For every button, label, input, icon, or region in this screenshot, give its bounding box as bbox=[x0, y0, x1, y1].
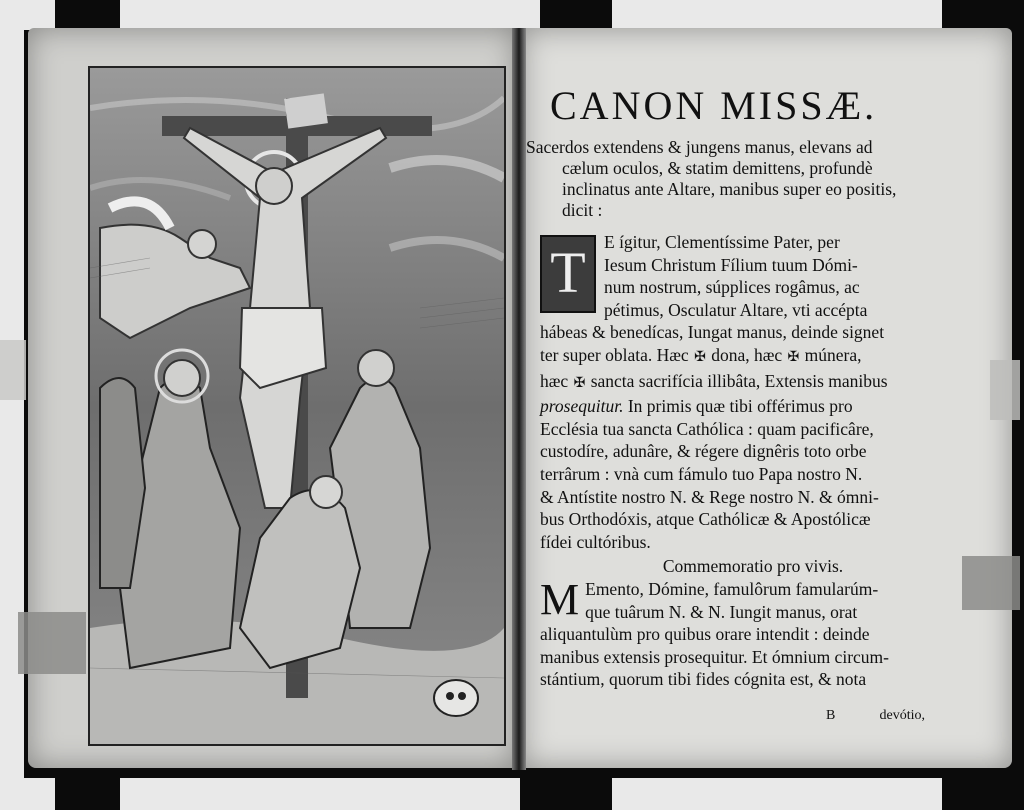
prayer-line: manibus extensis prosequitur. Et ómnium circum- bbox=[540, 646, 889, 667]
decorated-initial: T bbox=[540, 235, 596, 313]
signature-mark: B bbox=[826, 708, 836, 723]
prayer-line: & Antístite nostro N. & Rege nostro N. & ómni- bbox=[540, 486, 879, 507]
prayer-fragment: ter super oblata. Hæc bbox=[540, 344, 689, 365]
prayer-line: hábeas & benedícas, Iungat manus, deinde signet bbox=[540, 322, 885, 343]
backdrop-strip-bottom-left bbox=[0, 778, 55, 810]
backdrop-strip-top-right bbox=[612, 0, 942, 30]
backdrop-strip-bottom-right bbox=[612, 778, 942, 810]
tape-patch-left bbox=[18, 612, 86, 674]
prayer-fragment: sancta sacrifícia illibâta, Extensis manibus bbox=[590, 370, 888, 391]
prayer-fragment: múnera, bbox=[804, 344, 862, 365]
tape-patch-right bbox=[962, 556, 1020, 610]
prayer-line: aliquantulùm pro quibus orare intendit : deinde bbox=[540, 624, 870, 645]
prayer-fragment: hæc bbox=[540, 370, 569, 391]
page-footer bbox=[826, 708, 925, 724]
prayer-fragment: In primis quæ tibi offérimus pro bbox=[627, 396, 853, 417]
prayer-line: E ígitur, Clementíssime Pater, per bbox=[604, 232, 840, 252]
opening-rubric bbox=[526, 137, 966, 221]
prayer-line bbox=[540, 395, 966, 418]
prayer-line bbox=[540, 370, 966, 396]
prayer-line: stántium, quorum tibi fides cógnita est, & nota bbox=[540, 669, 867, 690]
backdrop-strip-top-mid bbox=[120, 0, 540, 30]
cross-icon: ✠ bbox=[573, 375, 586, 391]
catchword: devótio, bbox=[879, 708, 925, 723]
backdrop-strip-bottom-mid bbox=[120, 778, 520, 810]
tape-patch-edge bbox=[990, 360, 1020, 420]
prayer-line: fídei cultóribus. bbox=[540, 531, 651, 552]
prayer-line: bus Orthodóxis, atque Cathólicæ & Apostólicæ bbox=[540, 509, 871, 530]
backdrop-strip-top bbox=[0, 0, 55, 30]
crucifixion-illustration bbox=[90, 68, 504, 744]
section-heading: Commemoratio pro vivis. bbox=[662, 556, 844, 577]
prayer-line: Ecclésia tua sancta Cathólica : quam pacificâre, bbox=[540, 418, 874, 439]
page-title: CANON MISSÆ. bbox=[550, 83, 878, 128]
prayer-fragment: prosequitur. bbox=[540, 396, 624, 417]
prayer-line: Emento, Dómine, famulôrum famularúm- bbox=[585, 578, 879, 599]
initial-letter: M bbox=[540, 574, 580, 624]
prayer-line: que tuârum N. & N. Iungit manus, orat bbox=[585, 601, 858, 622]
crucifixion-engraving bbox=[88, 66, 506, 746]
canon-text bbox=[526, 62, 966, 691]
rubric-line: cælum oculos, & statim demittens, profundè bbox=[562, 158, 873, 178]
prayer-fragment: dona, hæc bbox=[711, 344, 783, 365]
cross-icon: ✠ bbox=[787, 349, 800, 365]
cross-icon: ✠ bbox=[694, 349, 706, 365]
te-igitur-prayer bbox=[540, 231, 966, 691]
prayer-line bbox=[540, 344, 966, 370]
book-gutter bbox=[512, 28, 526, 770]
rubric-line: inclinatus ante Altare, manibus super eo positis, bbox=[562, 179, 897, 199]
prayer-line: custodíre, adunâre, & régere dignêris toto orbe bbox=[540, 441, 867, 462]
prayer-line: pétimus, Osculatur Altare, vti accépta bbox=[604, 299, 868, 320]
prayer-line: terrârum : vnà cum fámulo tuo Papa nostro N. bbox=[540, 463, 863, 484]
rubric-line: dicit : bbox=[562, 200, 603, 220]
prayer-line: Iesum Christum Fílium tuum Dómi- bbox=[604, 254, 858, 275]
prayer-line: num nostrum, súpplices rogâmus, ac bbox=[604, 277, 860, 298]
tape-patch-left-edge bbox=[0, 340, 26, 400]
rubric-line: Sacerdos extendens & jungens manus, elevans ad bbox=[526, 137, 873, 157]
